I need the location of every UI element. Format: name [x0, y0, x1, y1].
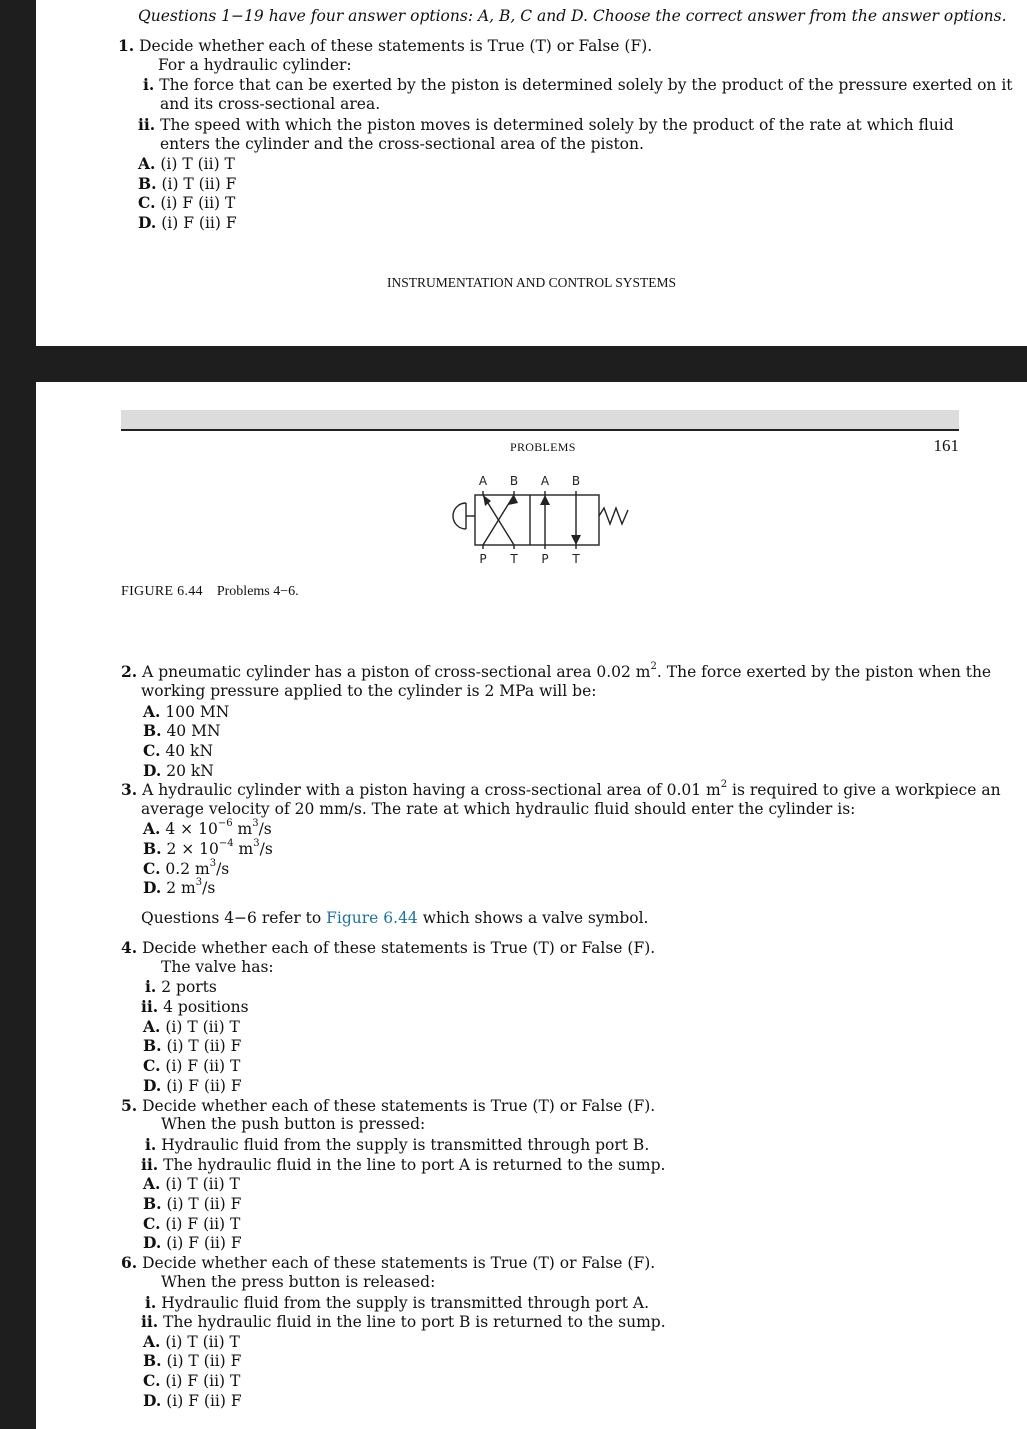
question-2-stem-cont: working pressure applied to the cylinder is 2 MPa will be:: [141, 682, 597, 700]
option-D: D. 20 kN: [143, 761, 214, 780]
option-C: C. 0.2 $m^3/s$: [143, 858, 230, 878]
option-C: C. 40 kN: [143, 741, 214, 760]
question-5-statement-i: i. Hydraulic fluid from the supply is transmitted through port B.: [145, 1135, 650, 1154]
port-label: T: [572, 552, 580, 566]
port-label: B: [509, 474, 519, 488]
question-6-statement-i: i. Hydraulic fluid from the supply is transmitted through port A.: [145, 1293, 650, 1312]
option-B: B. (i) T (ii) F: [143, 1036, 242, 1055]
option-D: D. 2 $m^3/s$: [143, 877, 216, 897]
running-head: PROBLEMS: [510, 440, 576, 454]
question-4-statement-ii: ii. 4 positions: [141, 997, 249, 1016]
figure-caption: [121, 584, 299, 600]
option-A: A. (i) T (ii) T: [143, 1174, 240, 1193]
option-C: C. (i) F (ii) T: [138, 193, 236, 212]
question-5-statement-ii: ii. The hydraulic fluid in the line to port A is returned to the sump.: [141, 1155, 666, 1174]
port-label: P: [479, 552, 487, 566]
option-B: B. 40 MN: [143, 721, 221, 740]
question-1-statement-ii-cont: enters the cylinder and the cross-sectional area of the piston.: [160, 135, 644, 153]
question-4-statement-i: i. 2 ports: [145, 977, 217, 996]
question-6-statement-ii: ii. The hydraulic fluid in the line to port B is returned to the sump.: [141, 1312, 666, 1331]
option-B: B. $2 \times 10^{-4}$ $m^3/s$: [143, 838, 273, 858]
statement-text: The speed with which the piston moves is determined solely by the product of the rate at which fluid: [160, 116, 954, 134]
option-C: C. (i) F (ii) T: [143, 1214, 241, 1233]
option-D: D. (i) F (ii) F: [143, 1076, 242, 1095]
question-1-statement-i: [143, 75, 1013, 96]
option-D: D. (i) F (ii) F: [143, 1391, 242, 1410]
page-separator: [36, 346, 1027, 382]
question-6-sub: When the press button is released:: [161, 1273, 436, 1291]
port-label: P: [541, 552, 549, 566]
question-3-stem-cont: average velocity of 20 mm/s. The rate at which hydraulic fluid should enter the cylinder is:: [141, 800, 856, 818]
push-button-icon: [453, 503, 466, 529]
option-D: D. (i) F (ii) F: [138, 213, 237, 232]
option-C: C. (i) F (ii) T: [143, 1371, 241, 1390]
option-D: D. (i) F (ii) F: [143, 1233, 242, 1252]
question-1-stem: [118, 36, 652, 57]
question-4-sub: The valve has:: [161, 958, 274, 976]
port-label: T: [510, 552, 518, 566]
question-5-sub: When the push button is pressed:: [161, 1115, 426, 1133]
figure-reference: Questions 4−6 refer to Figure 6.44 which shows a valve symbol.: [141, 909, 649, 927]
option-C: C. (i) F (ii) T: [143, 1056, 241, 1075]
question-1-statement-ii: [138, 115, 954, 136]
viewer-left-margin: [0, 0, 36, 1429]
spring-icon: [599, 508, 628, 524]
question-number: 1.: [118, 36, 135, 55]
port-label: B: [571, 474, 581, 488]
figure-label: FIGURE 6.44: [121, 584, 203, 599]
arrow-icon: [540, 495, 550, 505]
figure-6-44-link[interactable]: Figure 6.44: [326, 909, 418, 927]
port-label: A: [478, 474, 488, 488]
arrow-icon: [571, 535, 581, 545]
question-2-stem: 2. A pneumatic cylinder has a piston of cross-sectional area 0.02 $m^2$. The force exerted by the piston when the: [121, 661, 992, 681]
question-text: Decide whether each of these statements is True (T) or False (F).: [139, 37, 653, 55]
option-B: B. (i) T (ii) F: [143, 1351, 242, 1370]
page-number: 161: [933, 436, 959, 455]
option-A: A. (i) T (ii) T: [143, 1332, 240, 1351]
option-A: A. (i) T (ii) T: [143, 1017, 240, 1036]
question-1-statement-i-cont: and its cross-sectional area.: [160, 95, 381, 113]
option-B: B. (i) T (ii) F: [138, 174, 237, 193]
arrow-icon: [483, 495, 491, 506]
option-B: B. (i) T (ii) F: [143, 1194, 242, 1213]
valve-symbol-figure: [440, 470, 640, 570]
port-label: A: [540, 474, 550, 488]
statement-text: The force that can be exerted by the piston is determined solely by the product of the pressure exerted on it: [159, 76, 1013, 94]
statement-label: ii.: [138, 115, 156, 134]
header-rule: [121, 429, 959, 431]
questions-intro: Questions 1−19 have four answer options: A, B, C and D. Choose the correct answer from the answer options.: [138, 7, 1007, 25]
header-bar: [121, 410, 959, 430]
question-4-stem: 4. Decide whether each of these statements is True (T) or False (F).: [121, 938, 656, 957]
option-A: A. 100 MN: [143, 702, 230, 721]
question-1-sub: For a hydraulic cylinder:: [158, 56, 352, 74]
page-footer: INSTRUMENTATION AND CONTROL SYSTEMS: [387, 275, 677, 290]
statement-label: i.: [143, 75, 155, 94]
question-5-stem: 5. Decide whether each of these statements is True (T) or False (F).: [121, 1096, 656, 1115]
figure-caption-text: Problems 4−6.: [216, 584, 299, 599]
option-A: A. (i) T (ii) T: [138, 154, 235, 173]
question-3-stem: 3. A hydraulic cylinder with a piston having a cross-sectional area of 0.01 $m^2$ is required to give a workpiece an: [121, 779, 1001, 799]
option-A: A. $4 \times 10^{-6}$ $m^3/s$: [143, 818, 272, 838]
question-6-stem: 6. Decide whether each of these statements is True (T) or False (F).: [121, 1253, 656, 1272]
